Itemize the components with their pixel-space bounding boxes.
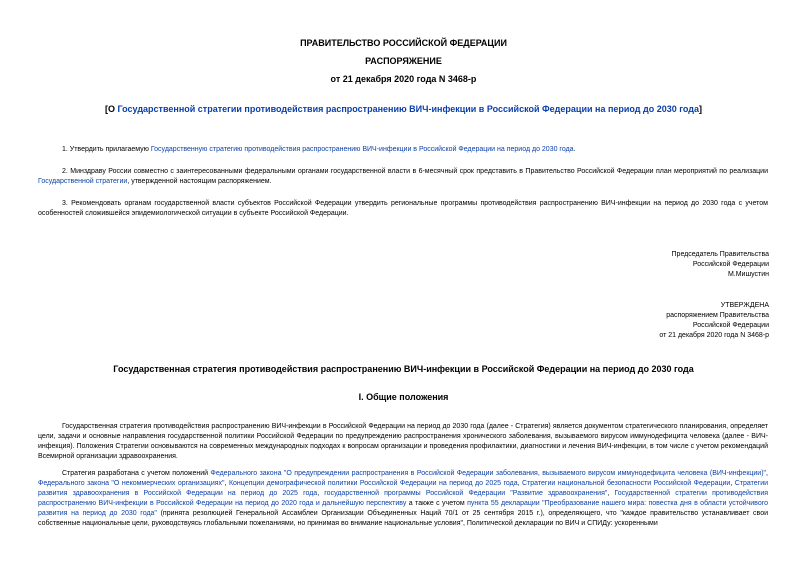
healthcare-strategy-link[interactable]: Стратегии развития здравоохранения в Российской Федерации на период до 2025 года — [38, 480, 769, 497]
order-item-1 — [38, 145, 768, 155]
title-bracket-close: ] — [698, 104, 702, 114]
signature-country: Российской Федерации — [692, 261, 769, 268]
item-1-end: . — [573, 146, 576, 153]
demographic-concept-link[interactable]: Концепции демографической политики Российской Федерации на период до 2025 года — [228, 480, 518, 487]
signature-position: Председатель Правительства — [671, 251, 769, 258]
body-paragraph-2 — [38, 469, 768, 529]
strategy-link[interactable]: Государственную стратегию противодействия распространению ВИЧ-инфекции в Российской Федерации на период до 2030 года — [150, 146, 574, 153]
p2-text-h: а также с учетом — [406, 500, 468, 507]
document-type: РАСПОРЯЖЕНИЕ — [365, 56, 442, 66]
government-heading: ПРАВИТЕЛЬСТВО РОССИЙСКОЙ ФЕДЕРАЦИИ — [300, 38, 507, 48]
federal-law-hiv-link[interactable]: Федерального закона "О предупреждении распространения в Российской Федерации заболевания, вызываемого вирусом иммунодефицита человека (ВИЧ-инфекции)" — [210, 470, 767, 477]
approval-line-2: распоряжением Правительства — [666, 312, 769, 319]
healthcare-program-link[interactable]: государственной программы Российской Федерации "Развитие здравоохранения" — [324, 490, 608, 497]
signature-block — [672, 250, 769, 280]
national-security-strategy-link[interactable]: Стратегии национальной безопасности Российской Федерации — [522, 480, 731, 487]
federal-law-nko-link[interactable]: Федерального закона "О некоммерческих организациях" — [38, 480, 225, 487]
document-title — [0, 104, 807, 114]
approval-date: от 21 декабря 2020 года N 3468-р — [659, 332, 769, 339]
p2-text-a: Стратегия разработана с учетом положений — [62, 470, 211, 477]
approval-block — [659, 301, 769, 341]
p2-sep-e: , — [730, 480, 735, 487]
p2-sep-g: , — [607, 490, 615, 497]
item-2-end: , утвержденной настоящим распоряжением. — [127, 178, 272, 185]
p2-text-i: (принята резолюцией Генеральной Ассамблеи Организации Объединенных Наций 70/1 от 25 сентября 2015 г.), определяющего, что "каждое правительство устанавливает свои собственные национальные цели, руководствуясь глобальными пожеланиями, но принимая во внимание национальные условия", Политической декларации по ВИЧ и СПИДу: ускоренными — [38, 510, 768, 527]
body-paragraph-1 — [38, 422, 768, 462]
strategy-title: Государственная стратегия противодействия распространению ВИЧ-инфекции в Российской Федерации на период до 2030 года — [113, 364, 694, 374]
item-3-text: 3. Рекомендовать органам государственной власти субъектов Российской Федерации утвердить региональные программы противодействия распространению ВИЧ-инфекции на период до 2030 года с учетом особенностей сложившейся эпидемиологической ситуации в субъекте Российской Федерации. — [38, 200, 768, 217]
item-1-text: 1. Утвердить прилагаемую — [62, 146, 151, 153]
p2-sep-c: , — [224, 480, 229, 487]
p2-sep-f: , — [317, 490, 325, 497]
state-strategy-link[interactable]: Государственной стратегии — [38, 178, 128, 185]
order-item-3 — [38, 199, 768, 219]
document-date-number: от 21 декабря 2020 года N 3468-р — [330, 74, 477, 84]
title-bracket-open: [О — [105, 104, 118, 114]
order-item-2 — [38, 167, 768, 187]
approval-line-3: Российской Федерации — [692, 322, 769, 329]
un-declaration-link[interactable]: пункта 55 декларации "Преобразование нашего мира: повестка дня в области устойчивого развития на период до 2030 года" — [38, 500, 769, 517]
body-paragraph-1-text: Государственная стратегия противодействия распространению ВИЧ-инфекции в Российской Федерации на период до 2030 года (далее - Стратегия) является документом стратегического планирования, определяет цели, задачи и основные направления государственной политики Российской Федерации по предупреждению распространения хронического заболевания, вызываемого вирусом иммунодефицита человека (далее - ВИЧ-инфекция). Положения Стратегии основываются на современных международных подходах к вопросам организации и проведения профилактики, диагностики и лечения ВИЧ-инфекции, в том числе с учетом рекомендаций Всемирной организации здравоохранения. — [38, 423, 768, 460]
signature-name: М.Мишустин — [727, 271, 769, 278]
hiv-strategy-2020-link[interactable]: Государственной стратегии противодействия распространению ВИЧ-инфекции в Российской Федерации на период до 2020 года и дальнейшую перспективу — [38, 490, 769, 507]
section-1-title: I. Общие положения — [358, 392, 449, 402]
title-link[interactable]: Государственной стратегии противодействия распространению ВИЧ-инфекции в Российской Федерации на период до 2030 года — [117, 104, 699, 114]
item-2-text: 2. Минздраву России совместно с заинтересованными федеральными органами государственной власти в 6-месячный срок представить в Правительство Российской Федерации план мероприятий по реализации — [62, 168, 768, 175]
p2-sep-d: , — [517, 480, 523, 487]
approval-label: УТВЕРЖДЕНА — [720, 302, 769, 309]
p2-sep-b: , — [766, 470, 768, 477]
